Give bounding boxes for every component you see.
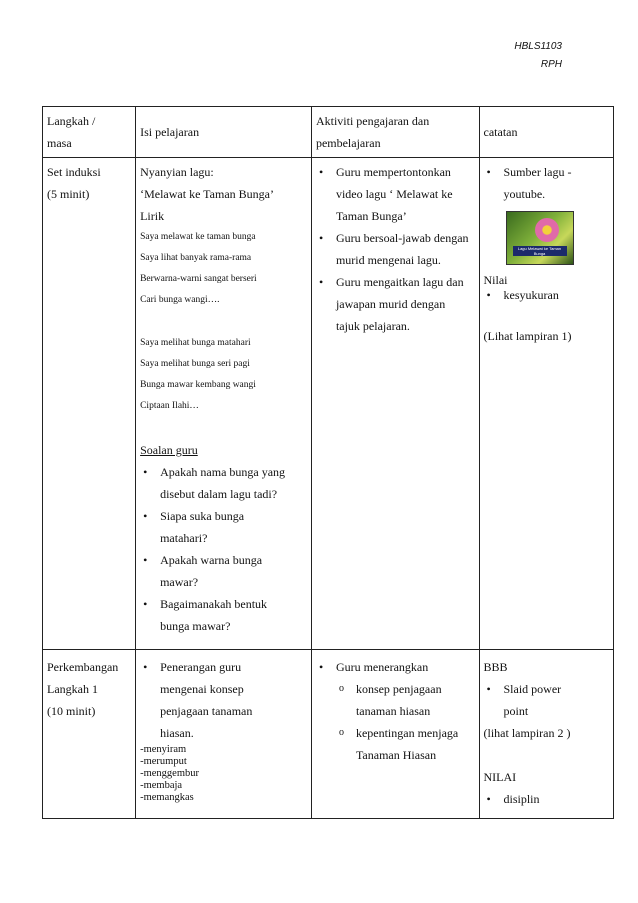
bbb-list	[484, 678, 610, 722]
doc-type: RPH	[540, 59, 562, 70]
activities-list	[316, 656, 475, 766]
list-item: • disiplin	[504, 788, 610, 810]
list-item: o kepentingan menjaga Tanaman Hiasan	[356, 722, 475, 766]
care-steps: -menyiram -merumput -menggembur -membaja -memangkas	[140, 744, 199, 803]
video-thumbnail	[506, 211, 574, 265]
activities-cell	[311, 158, 479, 650]
list-item: • Guru mempertontonkan video lagu ‘ Melawat ke Taman Bunga’	[336, 161, 475, 227]
source-list	[484, 161, 610, 205]
list-item: • Apakah nama bunga yang disebut dalam lagu tadi?	[160, 461, 307, 505]
list-item: • Bagaimanakah bentuk bunga mawar?	[160, 593, 307, 637]
thumbnail-caption: Lagu Melawat ke Taman Bunga	[513, 246, 567, 256]
table-row-perkembangan	[43, 650, 614, 819]
content-cell	[136, 650, 312, 819]
sub-list	[336, 678, 475, 766]
list-item: • kesyukuran	[504, 287, 610, 303]
notes-cell	[479, 650, 614, 819]
nilai-label: NILAI	[483, 770, 517, 784]
table-header-row	[43, 107, 614, 158]
list-item: • Guru bersoal-jawab dengan murid mengenai lagu.	[336, 227, 475, 271]
list-item: • Slaid power point	[504, 678, 610, 722]
list-item: • Penerangan guru mengenai konsep penjagaan tanaman hiasan.	[160, 656, 307, 744]
header-notes: catatan	[479, 107, 614, 158]
song-title: Nyanyian lagu:	[140, 165, 214, 179]
header-content: Isi pelajaran	[136, 107, 312, 158]
lyrics-verse-2: Saya melihat bunga matahari Saya melihat bunga seri pagi Bunga mawar kembang wangi Ciptaan Ilahi…	[140, 338, 256, 411]
song-name: ‘Melawat ke Taman Bunga’	[140, 187, 274, 201]
questions-title: Soalan guru	[140, 443, 198, 457]
header-step: Langkah / masa	[43, 107, 136, 158]
lesson-plan-table	[42, 106, 614, 819]
list-item: • Apakah warna bunga mawar?	[160, 549, 307, 593]
reference: (lihat lampiran 2 )	[483, 726, 571, 740]
list-item: • Siapa suka bunga matahari?	[160, 505, 307, 549]
bbb-label: BBB	[483, 660, 508, 674]
document-header	[514, 38, 562, 74]
course-code: HBLS1103	[514, 41, 562, 52]
list-item: • Guru mengaitkan lagu dan jawapan murid dengan tajuk pelajaran.	[336, 271, 475, 337]
list-item: • Sumber lagu - youtube.	[504, 161, 610, 205]
nilai-label: Nilai	[483, 273, 508, 287]
lyrics-label: Lirik	[140, 209, 165, 223]
table-row-set-induksi	[43, 158, 614, 650]
step-cell: Perkembangan Langkah 1 (10 minit)	[43, 650, 136, 819]
notes-cell	[479, 158, 614, 650]
activities-cell	[311, 650, 479, 819]
header-activities: Aktiviti pengajaran dan pembelajaran	[311, 107, 479, 158]
step-cell: Set induksi (5 minit)	[43, 158, 136, 650]
questions-list	[140, 461, 307, 637]
lyrics-verse-1: Saya melawat ke taman bunga Saya lihat banyak rama-rama Berwarna-warni sangat berseri Cari bunga wangi….	[140, 232, 257, 305]
list-item: • Guru menerangkan o konsep penjagaan tanaman hiasan o kepentingan menjaga Tanaman Hiasan	[336, 656, 475, 766]
nilai-list	[484, 788, 610, 810]
content-list	[140, 656, 307, 744]
content-cell	[136, 158, 312, 650]
reference: (Lihat lampiran 1)	[483, 329, 572, 343]
flower-icon	[535, 218, 559, 242]
list-item: o konsep penjagaan tanaman hiasan	[356, 678, 475, 722]
activities-list	[316, 161, 475, 337]
nilai-list	[484, 287, 610, 303]
